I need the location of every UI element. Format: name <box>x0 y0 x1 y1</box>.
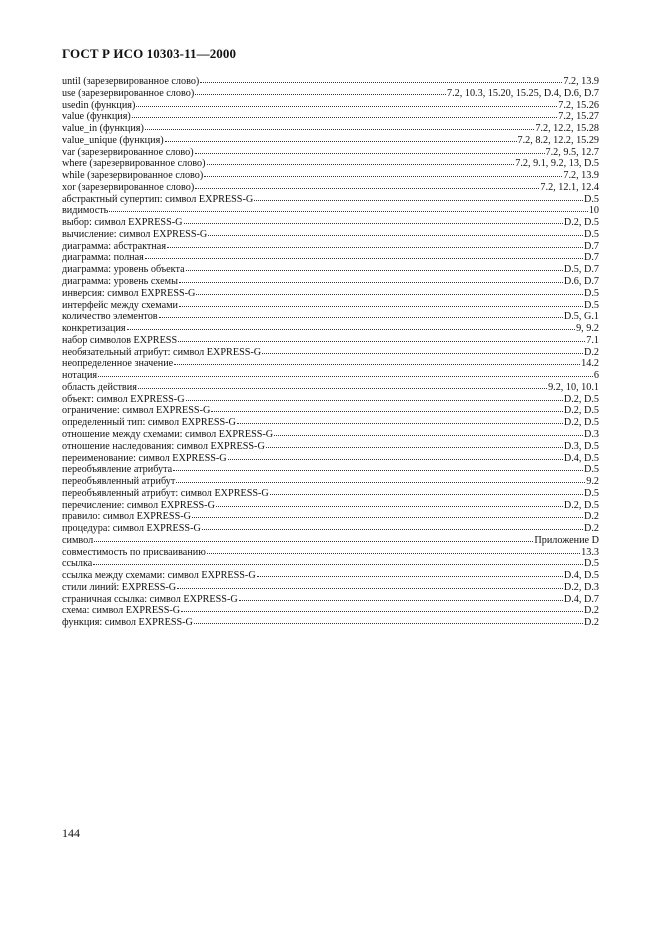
index-entry <box>62 488 599 500</box>
index-term: переобъявленный атрибут: символ EXPRESS-G <box>62 487 269 499</box>
dot-leader <box>145 129 534 130</box>
dot-leader <box>93 564 583 565</box>
index-refs: D.3 <box>584 428 599 440</box>
index-refs: 7.2, 12.1, 12.4 <box>540 181 599 193</box>
dot-leader <box>237 423 563 424</box>
index-refs: 7.2, 9.1, 9.2, 13, D.5 <box>515 158 599 170</box>
index-entry <box>62 358 599 370</box>
index-refs: D.5, D.7 <box>563 264 599 276</box>
index-entry <box>62 205 599 217</box>
index-entry <box>62 617 599 629</box>
index-refs: 7.2, 10.3, 15.20, 15.25, D.4, D.6, D.7 <box>447 87 599 99</box>
index-term: объект: символ EXPRESS-G <box>62 393 185 405</box>
index-term: use (зарезервированное слово) <box>62 87 195 99</box>
index-refs: D.2 <box>584 511 599 523</box>
index-entry <box>62 347 599 359</box>
index-entry <box>62 288 599 300</box>
dot-leader <box>194 623 583 624</box>
index-entry <box>62 382 599 394</box>
index-term: интерфейс между схемами <box>62 299 178 311</box>
index-entry <box>62 394 599 406</box>
dot-leader <box>127 329 575 330</box>
dot-leader <box>266 447 563 448</box>
dot-leader <box>195 188 539 189</box>
index-term: where (зарезервированное слово) <box>62 158 206 170</box>
index-term: ссылка между схемами: символ EXPRESS-G <box>62 570 256 582</box>
index-entry <box>62 194 599 206</box>
dot-leader <box>98 376 593 377</box>
index-term: стили линий: EXPRESS-G <box>62 581 177 593</box>
dot-leader <box>195 153 545 154</box>
dot-leader <box>109 211 588 212</box>
index-entry <box>62 300 599 312</box>
index-term: необязательный атрибут: символ EXPRESS-G <box>62 346 262 358</box>
dot-leader <box>136 106 557 107</box>
index-refs: 7.2, 13.9 <box>563 170 599 182</box>
index-entry <box>62 323 599 335</box>
index-entry <box>62 311 599 323</box>
dot-leader <box>202 529 583 530</box>
index-refs: D.2 <box>584 605 599 617</box>
index-refs: D.5, G.1 <box>563 311 599 323</box>
index-term: перечисление: символ EXPRESS-G <box>62 499 215 511</box>
index-term: конкретизация <box>62 323 126 335</box>
index-term: определенный тип: символ EXPRESS-G <box>62 417 236 429</box>
index-term: value (функция) <box>62 111 131 123</box>
index-refs: D.4, D.7 <box>563 593 599 605</box>
index-term: ограничение: символ EXPRESS-G <box>62 405 211 417</box>
index-refs: 9.2 <box>586 476 599 488</box>
index-refs: D.2, D.3 <box>563 581 599 593</box>
index-term: диаграмма: полная <box>62 252 144 264</box>
index-term: value_unique (функция) <box>62 134 164 146</box>
dot-leader <box>94 541 533 542</box>
index-refs: 10 <box>588 205 599 217</box>
dot-leader <box>184 223 563 224</box>
dot-leader <box>211 411 563 412</box>
index-entry <box>62 476 599 488</box>
index-entry <box>62 558 599 570</box>
dot-leader <box>132 117 557 118</box>
index-term: xor (зарезервированное слово) <box>62 181 195 193</box>
index-entry <box>62 147 599 159</box>
index-entry <box>62 100 599 112</box>
index-term: until (зарезервированное слово) <box>62 76 200 87</box>
index-term: функция: символ EXPRESS-G <box>62 617 193 629</box>
index-refs: D.2 <box>584 346 599 358</box>
index-entry <box>62 135 599 147</box>
index-term: абстрактный супертип: символ EXPRESS-G <box>62 193 254 205</box>
index-entry <box>62 111 599 123</box>
index-term: usedin (функция) <box>62 99 136 111</box>
index-term: область действия <box>62 381 137 393</box>
dot-leader <box>200 82 562 83</box>
index-term: символ <box>62 534 94 546</box>
index-term: диаграмма: уровень схемы <box>62 276 178 288</box>
index-entry <box>62 217 599 229</box>
index-term: переименование: символ EXPRESS-G <box>62 452 227 464</box>
index-term: value_in (функция) <box>62 123 144 135</box>
dot-leader <box>216 506 563 507</box>
index-entry <box>62 535 599 547</box>
dot-leader <box>239 600 563 601</box>
index-entry <box>62 158 599 170</box>
dot-leader <box>257 576 563 577</box>
index-refs: D.3, D.5 <box>563 440 599 452</box>
index-term: правило: символ EXPRESS-G <box>62 511 191 523</box>
dot-leader <box>159 317 563 318</box>
index-entry <box>62 170 599 182</box>
index-refs: D.2, D.5 <box>563 405 599 417</box>
page-number: 144 <box>62 826 80 840</box>
dot-leader <box>192 517 583 518</box>
dot-leader <box>177 588 563 589</box>
index-refs: D.7 <box>584 252 599 264</box>
dot-leader <box>174 364 580 365</box>
dot-leader <box>208 235 583 236</box>
index-term: процедура: символ EXPRESS-G <box>62 523 201 535</box>
index-entry <box>62 453 599 465</box>
index-entry <box>62 547 599 559</box>
index-refs: D.4, D.5 <box>563 452 599 464</box>
index-refs: D.5 <box>584 558 599 570</box>
dot-leader <box>167 247 583 248</box>
index-refs: D.5 <box>584 464 599 476</box>
index-entry <box>62 441 599 453</box>
index-entry <box>62 405 599 417</box>
dot-leader <box>186 400 563 401</box>
index-term: ссылка <box>62 558 93 570</box>
dot-leader <box>179 282 563 283</box>
index-refs: D.5 <box>584 287 599 299</box>
dot-leader <box>181 611 583 612</box>
document-header: ГОСТ Р ИСО 10303-11—2000 <box>62 46 237 61</box>
index-refs: D.2, D.5 <box>563 217 599 229</box>
index-entry <box>62 182 599 194</box>
index-term: диаграмма: абстрактная <box>62 240 167 252</box>
index-refs: 7.1 <box>586 334 599 346</box>
index-entry <box>62 570 599 582</box>
index-term: количество элементов <box>62 311 158 323</box>
index-term: видимость <box>62 205 109 217</box>
index-refs: 14.2 <box>581 358 599 370</box>
index-refs: 7.2, 15.27 <box>558 111 599 123</box>
index-term: вычисление: символ EXPRESS-G <box>62 228 208 240</box>
index-refs: D.2 <box>584 617 599 629</box>
index-refs: 7.2, 15.26 <box>558 99 599 111</box>
index-term: страничная ссылка: символ EXPRESS-G <box>62 593 238 605</box>
index-entry <box>62 229 599 241</box>
index-entry <box>62 605 599 617</box>
index-refs: 13.3 <box>581 546 599 558</box>
index-refs: D.5 <box>584 299 599 311</box>
index-refs: D.7 <box>584 240 599 252</box>
index-refs: D.2 <box>584 523 599 535</box>
index-term: инверсия: символ EXPRESS-G <box>62 287 196 299</box>
dot-leader <box>138 388 547 389</box>
dot-leader <box>270 494 583 495</box>
index-entry <box>62 582 599 594</box>
index-term: отношение наследования: символ EXPRESS-G <box>62 440 265 452</box>
dot-leader <box>254 200 583 201</box>
index-refs: D.2, D.5 <box>563 393 599 405</box>
dot-leader <box>207 553 580 554</box>
index-entry <box>62 123 599 135</box>
index-list <box>62 76 599 629</box>
index-entry <box>62 594 599 606</box>
index-term: схема: символ EXPRESS-G <box>62 605 181 617</box>
dot-leader <box>179 306 583 307</box>
index-entry <box>62 429 599 441</box>
index-entry <box>62 88 599 100</box>
dot-leader <box>178 341 585 342</box>
index-term: var (зарезервированное слово) <box>62 146 194 158</box>
index-refs: D.4, D.5 <box>563 570 599 582</box>
index-entry <box>62 500 599 512</box>
index-entry <box>62 276 599 288</box>
index-term: совместимость по присваиванию <box>62 546 206 558</box>
dot-leader <box>195 94 446 95</box>
index-refs: D.2, D.5 <box>563 417 599 429</box>
dot-leader <box>262 353 583 354</box>
index-refs: D.2, D.5 <box>563 499 599 511</box>
index-term: диаграмма: уровень объекта <box>62 264 185 276</box>
index-refs: 7.2, 9.5, 12.7 <box>545 146 599 158</box>
index-refs: D.5 <box>584 193 599 205</box>
index-entry <box>62 264 599 276</box>
index-entry <box>62 252 599 264</box>
index-refs: Приложение D <box>534 534 599 546</box>
index-entry <box>62 464 599 476</box>
index-refs: D.5 <box>584 228 599 240</box>
index-refs: 7.2, 13.9 <box>563 76 599 87</box>
index-term: нотация <box>62 370 98 382</box>
index-entry <box>62 241 599 253</box>
index-refs: 7.2, 12.2, 15.28 <box>535 123 599 135</box>
index-entry <box>62 76 599 88</box>
index-term: выбор: символ EXPRESS-G <box>62 217 183 229</box>
index-term: отношение между схемами: символ EXPRESS-G <box>62 428 274 440</box>
dot-leader <box>196 294 583 295</box>
index-refs: D.5 <box>584 487 599 499</box>
index-term: набор символов EXPRESS <box>62 334 178 346</box>
dot-leader <box>173 470 583 471</box>
index-term: while (зарезервированное слово) <box>62 170 204 182</box>
index-term: переобъявление атрибута <box>62 464 173 476</box>
index-entry <box>62 523 599 535</box>
index-entry <box>62 417 599 429</box>
index-term: неопределенное значение <box>62 358 174 370</box>
dot-leader <box>228 459 563 460</box>
index-entry <box>62 511 599 523</box>
index-term: переобъявленный атрибут <box>62 476 176 488</box>
index-entry <box>62 335 599 347</box>
index-refs: D.6, D.7 <box>563 276 599 288</box>
dot-leader <box>145 258 583 259</box>
index-refs: 7.2, 8.2, 12.2, 15.29 <box>517 134 599 146</box>
dot-leader <box>186 270 563 271</box>
dot-leader <box>207 164 515 165</box>
dot-leader <box>204 176 562 177</box>
dot-leader <box>165 141 517 142</box>
index-refs: 9, 9.2 <box>576 323 599 335</box>
index-entry <box>62 370 599 382</box>
index-refs: 6 <box>593 370 599 382</box>
dot-leader <box>274 435 583 436</box>
index-refs: 9.2, 10, 10.1 <box>548 381 599 393</box>
dot-leader <box>176 482 585 483</box>
